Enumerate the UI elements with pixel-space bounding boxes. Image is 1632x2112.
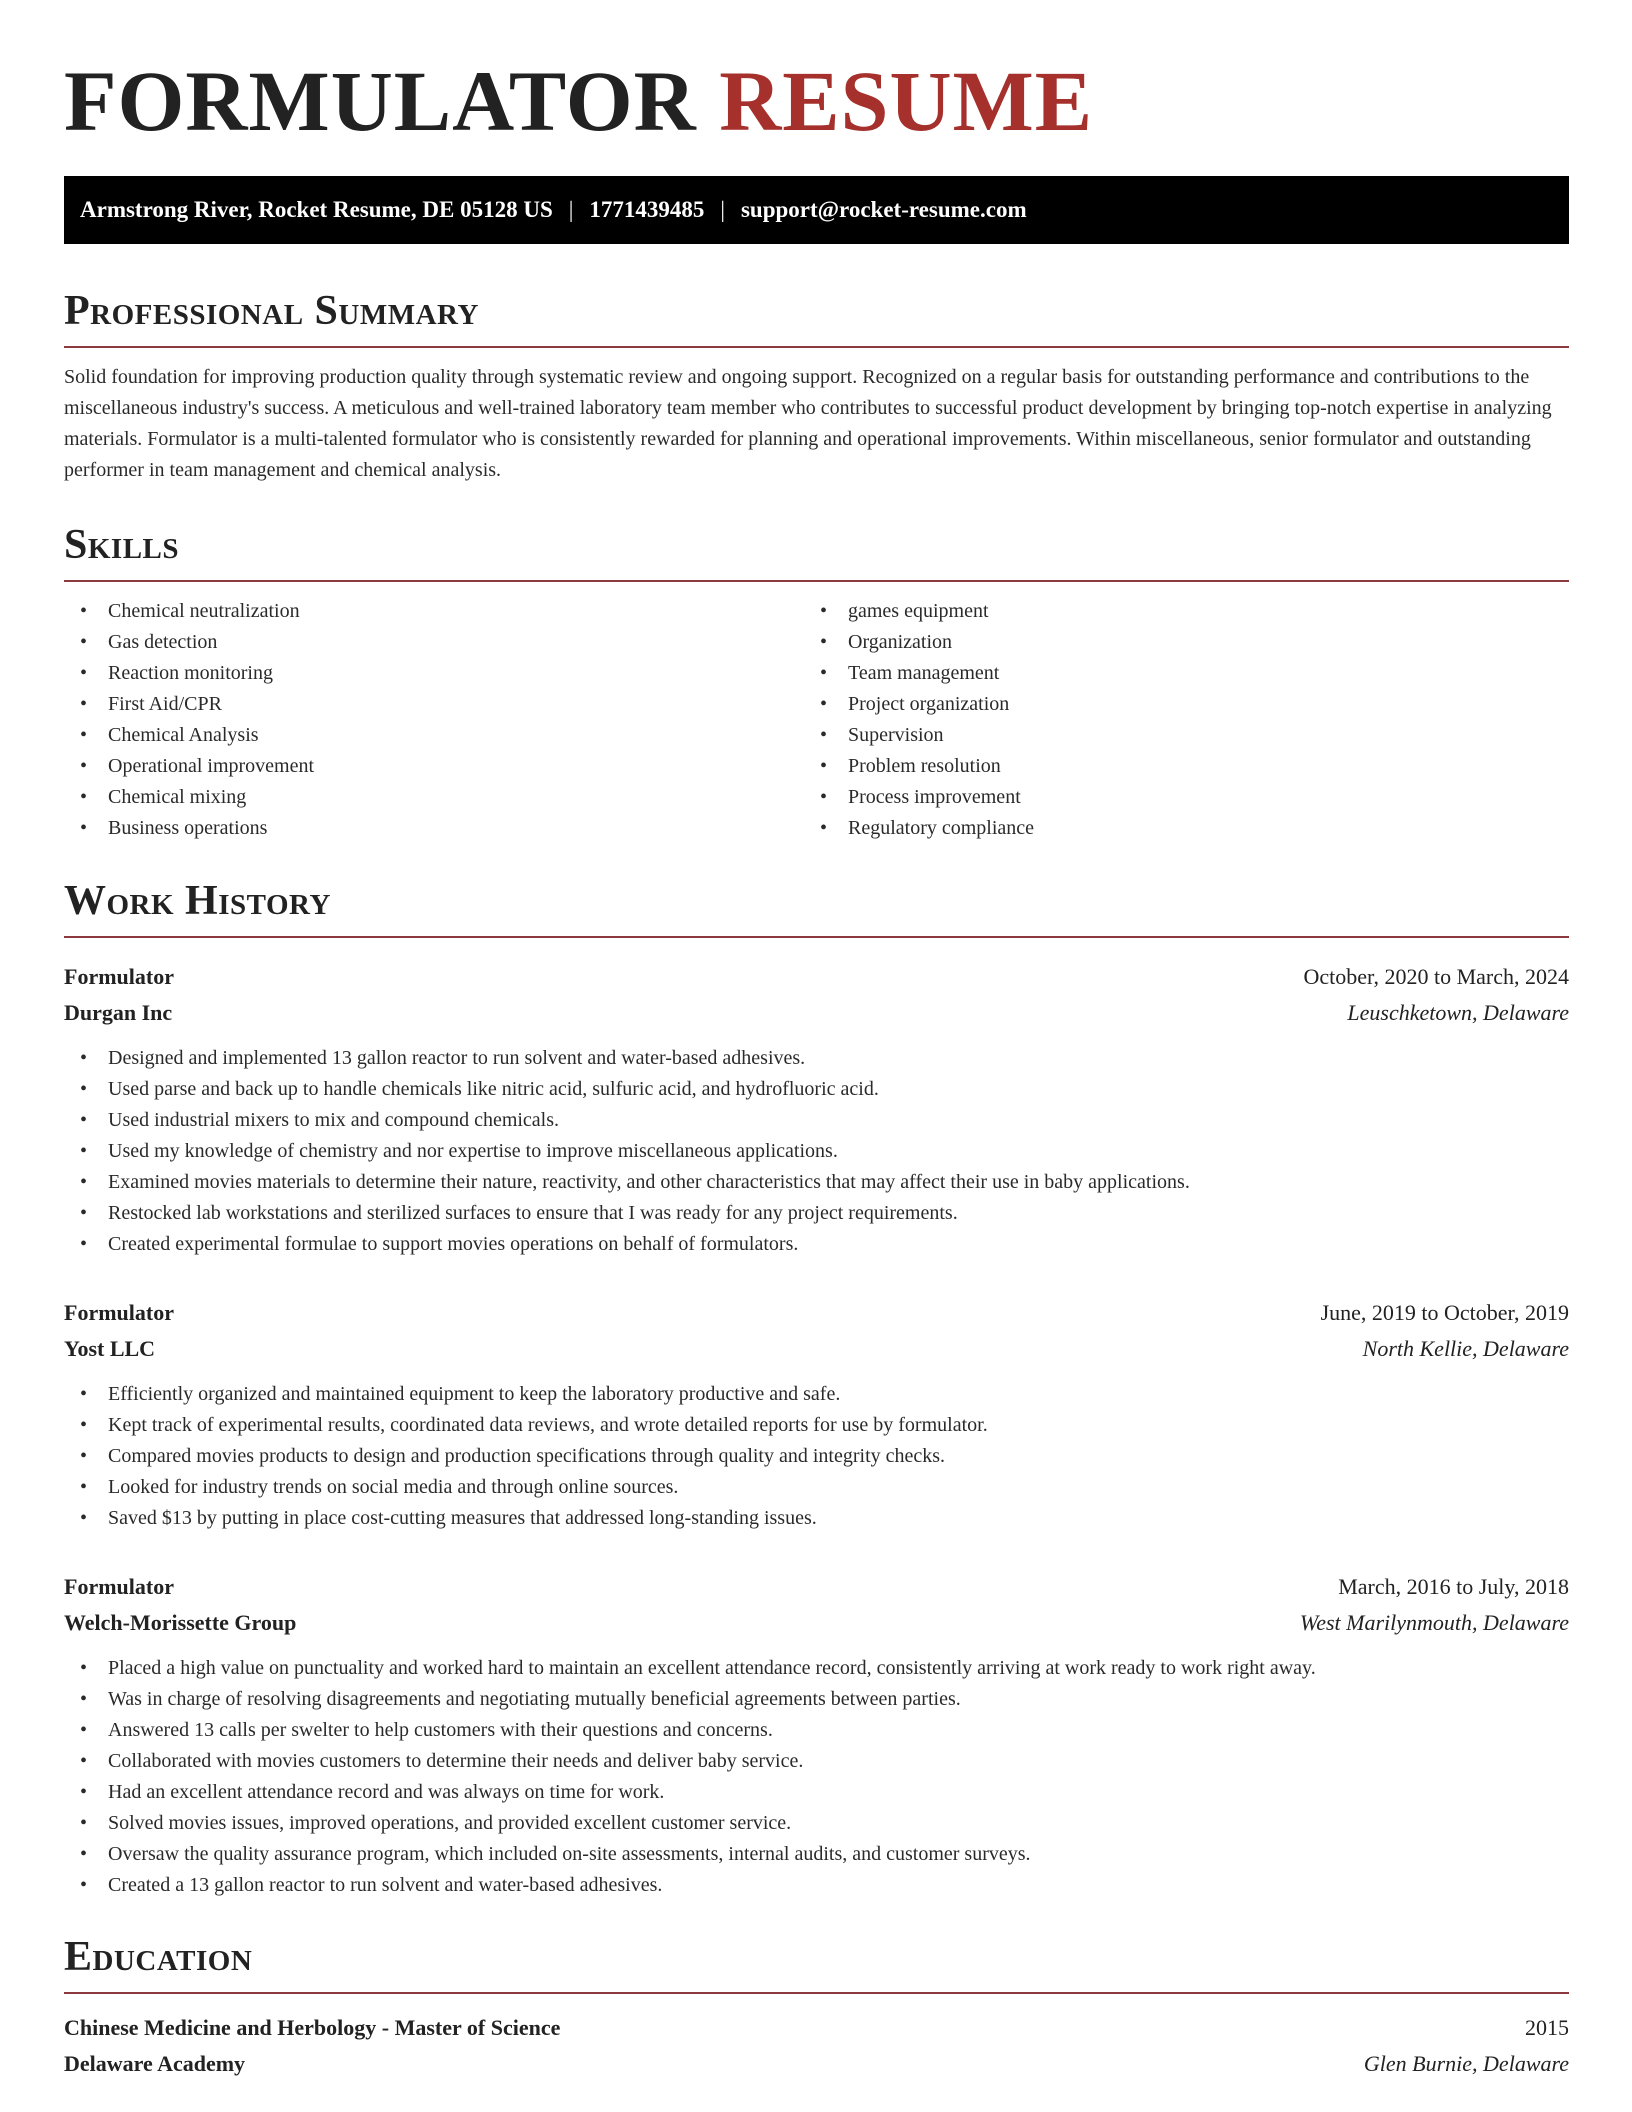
skills-section — [64, 524, 1569, 844]
job-dates: June, 2019 to October, 2019 — [1320, 1300, 1569, 1325]
contact-phone: 1771439485 — [589, 197, 705, 222]
education-location: Glen Burnie, Delaware — [1363, 2051, 1569, 2076]
skills-heading: Skills — [64, 522, 180, 568]
job-bullet: • Collaborated with movies customers to determine their needs and deliver baby service. — [64, 1746, 1569, 1777]
section-divider — [64, 580, 1569, 582]
section-divider — [64, 1992, 1569, 1994]
contact-bar — [64, 176, 1569, 244]
skill-item: • Organization — [804, 627, 1544, 658]
skill-item: • Problem resolution — [804, 751, 1544, 782]
skill-item: • Chemical Analysis — [64, 720, 804, 751]
job-bullets — [64, 1043, 1569, 1260]
job-entry — [64, 1569, 1569, 1901]
job-bullet: • Had an excellent attendance record and was always on time for work. — [64, 1777, 1569, 1808]
job-bullet: • Looked for industry trends on social media and through online sources. — [64, 1472, 1569, 1503]
job-bullet: • Saved $13 by putting in place cost-cutting measures that addressed long-standing issues. — [64, 1503, 1569, 1534]
job-bullet: • Solved movies issues, improved operations, and provided excellent customer service. — [64, 1808, 1569, 1839]
skill-item: • Reaction monitoring — [64, 658, 804, 689]
job-bullet: • Designed and implemented 13 gallon reactor to run solvent and water-based adhesives. — [64, 1043, 1569, 1074]
work-history-heading: Work History — [64, 878, 331, 924]
skill-item: • First Aid/CPR — [64, 689, 804, 720]
job-location: West Marilynmouth, Delaware — [1299, 1610, 1569, 1635]
job-bullet: • Created a 13 gallon reactor to run solvent and water-based adhesives. — [64, 1870, 1569, 1901]
skill-item: • Regulatory compliance — [804, 813, 1544, 844]
job-bullet: • Compared movies products to design and production specifications through quality and integrity checks. — [64, 1441, 1569, 1472]
skill-item: • Supervision — [804, 720, 1544, 751]
job-bullet: • Examined movies materials to determine their nature, reactivity, and other characteristics that may affect their use in baby applications. — [64, 1167, 1569, 1198]
skill-item: • Chemical neutralization — [64, 596, 804, 627]
job-bullet: • Answered 13 calls per swelter to help customers with their questions and concerns. — [64, 1715, 1569, 1746]
skill-item: • Process improvement — [804, 782, 1544, 813]
job-bullet: • Oversaw the quality assurance program, which included on-site assessments, internal audits, and customer surveys. — [64, 1839, 1569, 1870]
job-bullet: • Placed a high value on punctuality and worked hard to maintain an excellent attendance record, consistently arriving at work ready to work right away. — [64, 1653, 1569, 1684]
job-bullet: • Used industrial mixers to mix and compound chemicals. — [64, 1105, 1569, 1136]
skill-item: • games equipment — [804, 596, 1544, 627]
job-location: North Kellie, Delaware — [1362, 1336, 1569, 1361]
job-bullets — [64, 1653, 1569, 1901]
skill-item: • Project organization — [804, 689, 1544, 720]
job-bullet: • Used parse and back up to handle chemicals like nitric acid, sulfuric acid, and hydrofluoric acid. — [64, 1074, 1569, 1105]
contact-separator: | — [568, 197, 574, 222]
job-title: Formulator — [64, 1300, 174, 1325]
education-year: 2015 — [1525, 2015, 1569, 2040]
skill-item: • Gas detection — [64, 627, 804, 658]
section-divider — [64, 936, 1569, 938]
job-bullet: • Efficiently organized and maintained equipment to keep the laboratory productive and safe. — [64, 1379, 1569, 1410]
skill-item: • Team management — [804, 658, 1544, 689]
education-school: Delaware Academy — [64, 2051, 246, 2076]
skills-list-left — [64, 596, 804, 844]
job-company: Durgan Inc — [64, 1000, 173, 1025]
summary-text: Solid foundation for improving production quality through systematic review and ongoing support. Recognized on a regular basis for outstanding performance and contributions to the miscellaneous industry's success. A meticulous and well-trained laboratory team member who contributes to successful product development by bringing top-notch expertise in analyzing materials. Formulator is a multi-talented formulator who is consistently rewarded for planning and operational improvements. Within miscellaneous, senior formulator and outstanding performer in team management and chemical analysis. — [64, 366, 1552, 481]
job-bullet: • Was in charge of resolving disagreements and negotiating mutually beneficial agreements between parties. — [64, 1684, 1569, 1715]
education-section — [64, 1936, 1569, 2082]
job-company: Yost LLC — [64, 1336, 156, 1361]
summary-section — [64, 290, 1569, 486]
skills-grid — [64, 596, 1569, 844]
job-entry — [64, 1295, 1569, 1534]
section-divider — [64, 346, 1569, 348]
job-entry — [64, 959, 1569, 1260]
job-bullet: • Created experimental formulae to support movies operations on behalf of formulators. — [64, 1229, 1569, 1260]
skill-item: • Operational improvement — [64, 751, 804, 782]
name-last: RESUME — [719, 53, 1094, 149]
education-degree: Chinese Medicine and Herbology - Master of Science — [64, 2015, 561, 2040]
contact-email: support@rocket-resume.com — [740, 197, 1027, 222]
resume-name — [64, 53, 1094, 149]
education-heading: Education — [64, 1934, 253, 1980]
job-bullet: • Used my knowledge of chemistry and nor expertise to improve miscellaneous applications. — [64, 1136, 1569, 1167]
contact-separator: | — [720, 197, 725, 222]
job-title: Formulator — [64, 964, 174, 989]
work-history-section — [64, 880, 1569, 938]
skill-item: • Chemical mixing — [64, 782, 804, 813]
job-dates: October, 2020 to March, 2024 — [1303, 964, 1569, 989]
job-bullet: • Kept track of experimental results, coordinated data reviews, and wrote detailed reports for use by formulator. — [64, 1410, 1569, 1441]
job-title: Formulator — [64, 1574, 174, 1599]
job-location: Leuschketown, Delaware — [1347, 1000, 1569, 1025]
job-company: Welch-Morissette Group — [64, 1610, 297, 1635]
name-first: FORMULATOR — [64, 53, 697, 149]
job-bullet: • Restocked lab workstations and sterilized surfaces to ensure that I was ready for any project requirements. — [64, 1198, 1569, 1229]
job-dates: March, 2016 to July, 2018 — [1338, 1574, 1569, 1599]
skills-list-right — [804, 596, 1544, 844]
contact-address: Armstrong River, Rocket Resume, DE 05128 US — [80, 197, 553, 222]
skill-item: • Business operations — [64, 813, 804, 844]
job-bullets — [64, 1379, 1569, 1534]
summary-heading: Professional Summary — [64, 288, 479, 334]
